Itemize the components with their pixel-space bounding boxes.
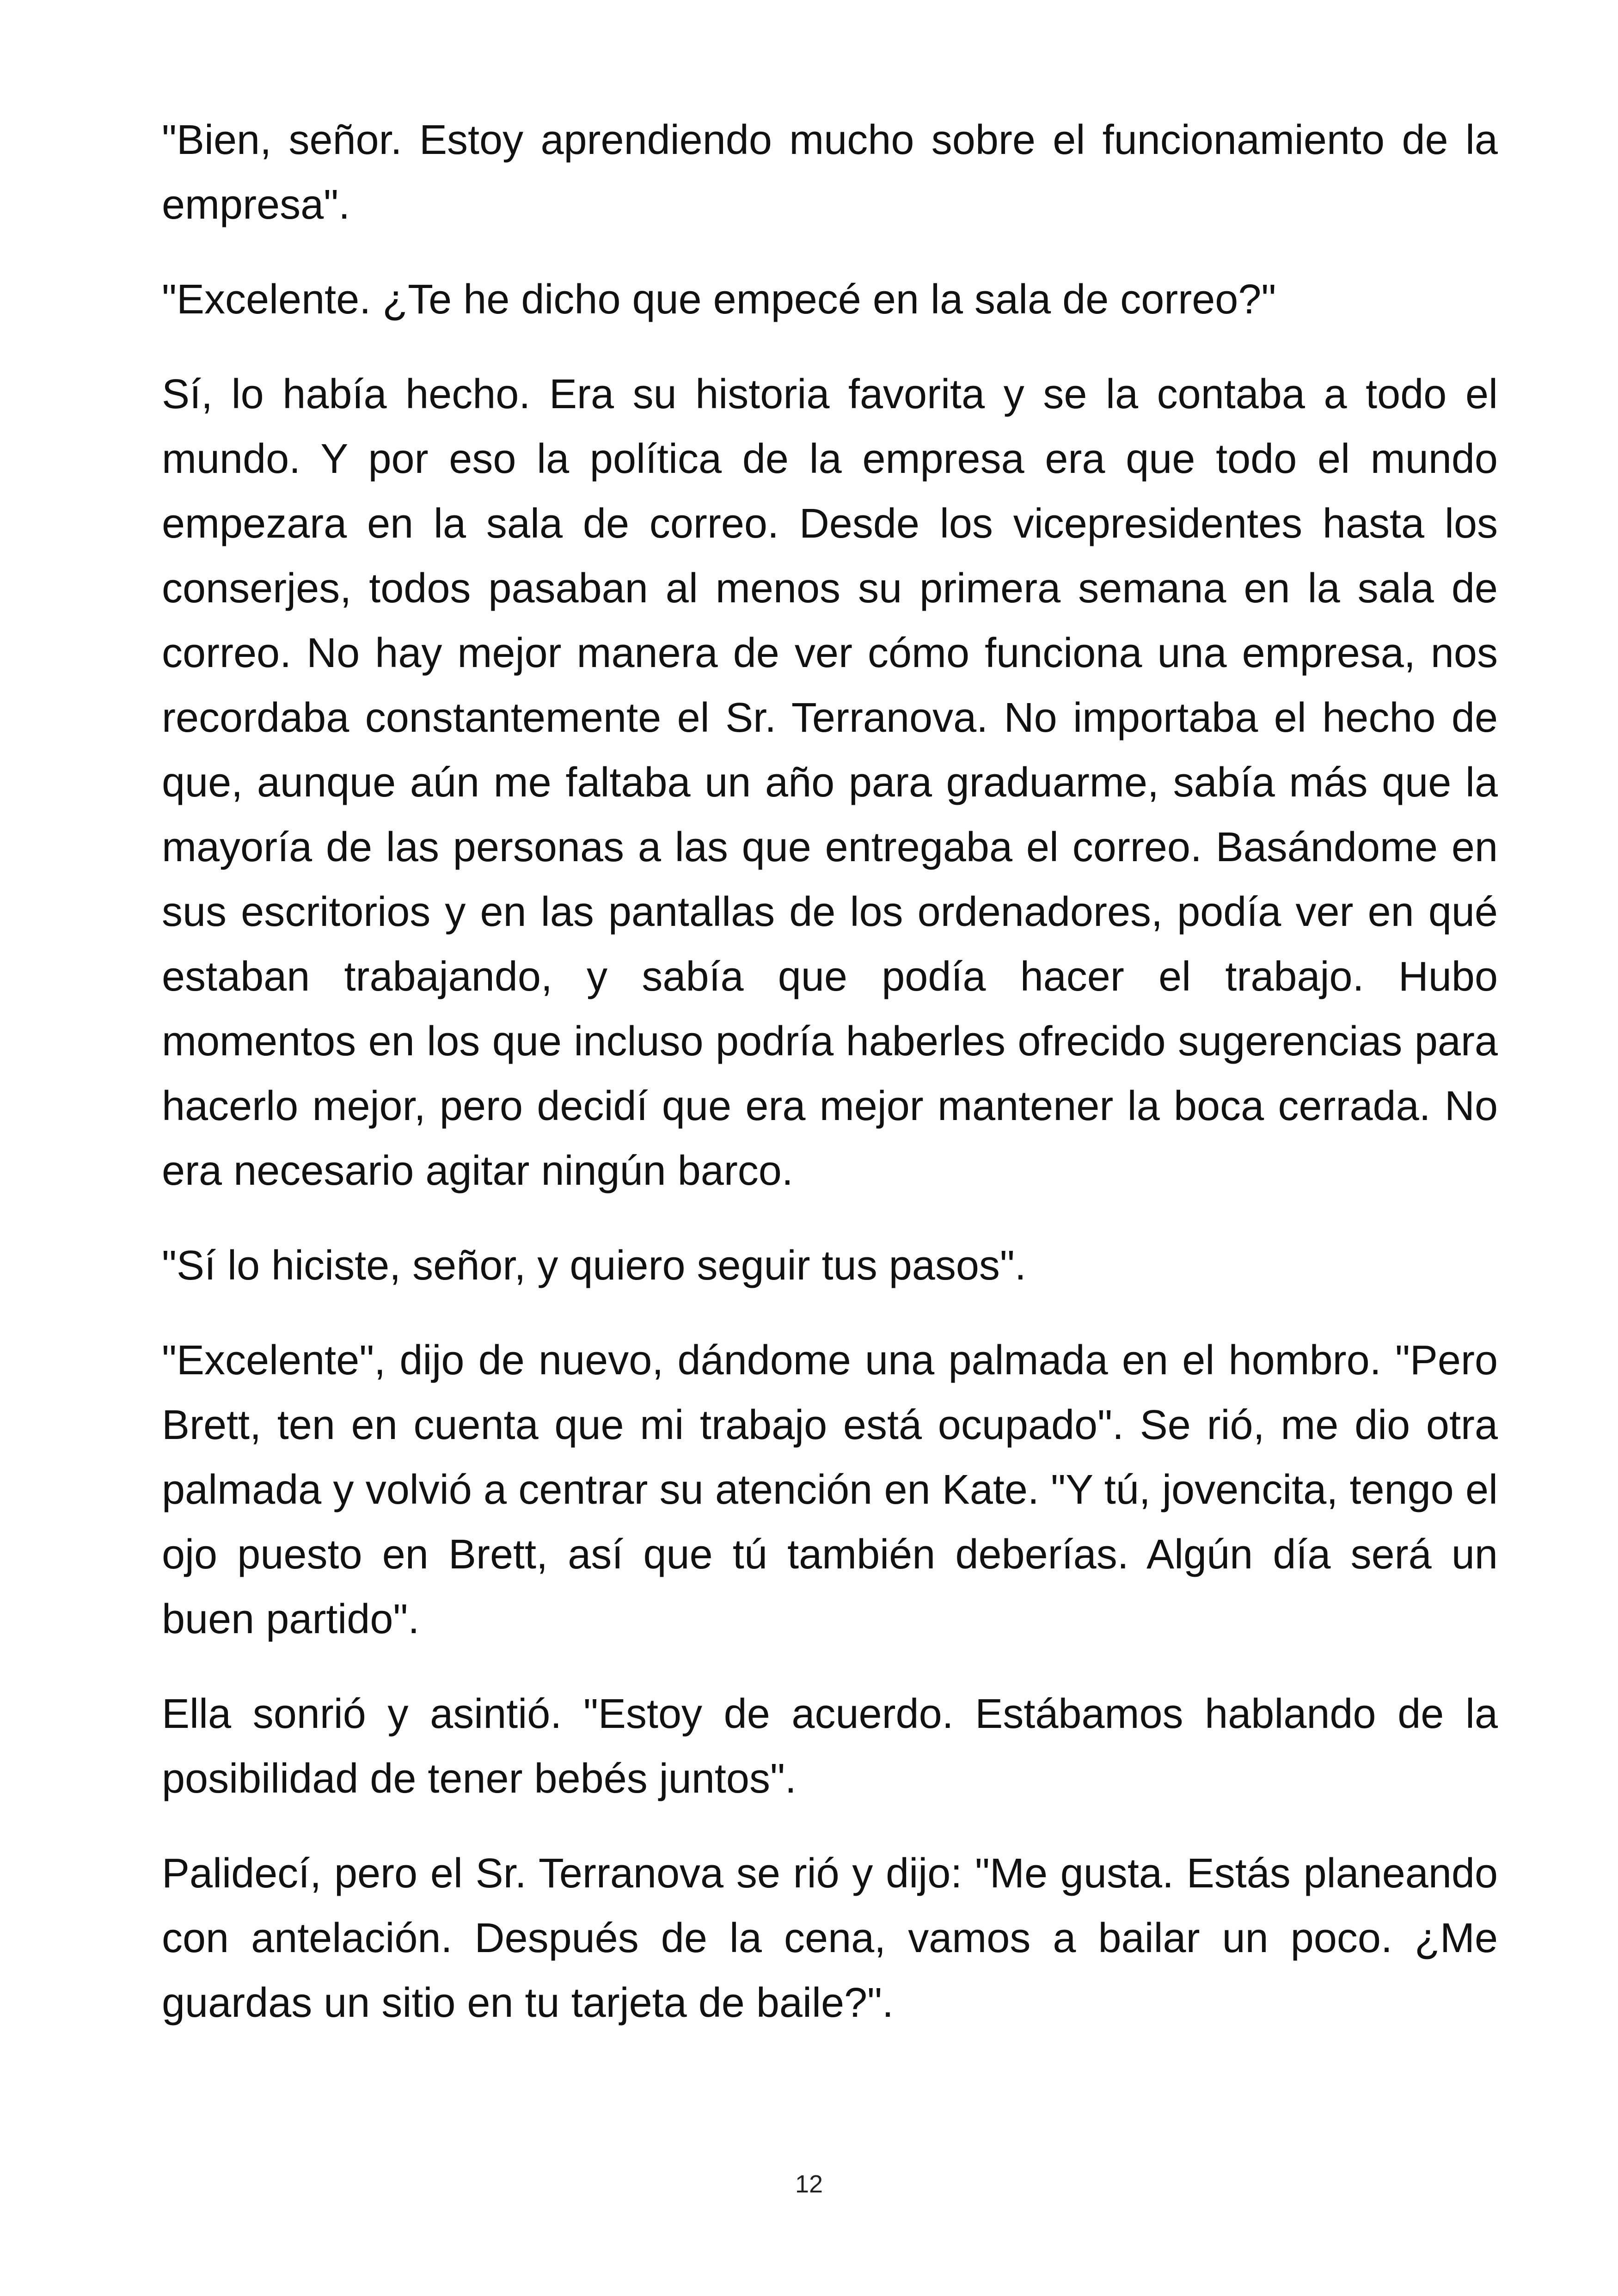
page-number: 12 (795, 2170, 823, 2198)
paragraph-2: "Excelente. ¿Te he dicho que empecé en la sala de correo?" (162, 276, 1276, 323)
text-body (162, 108, 1498, 2065)
paragraph-6: Ella sonrió y asintió. "Estoy de acuerdo. Estábamos hablando de la posibilidad de tener bebés juntos". (162, 1691, 1498, 1802)
paragraph-5: "Excelente", dijo de nuevo, dándome una palmada en el hombro. "Pero Brett, ten en cuenta que mi trabajo está ocupado". Se rió, me dio otra palmada y volvió a centrar su atención en Kate. "Y tú, jovencita, tengo el ojo puesto en Brett, así que tú también deberías. Algún día será un buen partido". (162, 1337, 1498, 1642)
paragraph-7: Palidecí, pero el Sr. Terranova se rió y dijo: "Me gusta. Estás planeando con antelación. Después de la cena, vamos a bailar un poco. ¿Me guardas un sitio en tu tarjeta de baile?". (162, 1850, 1498, 2026)
paragraph-3: Sí, lo había hecho. Era su historia favorita y se la contaba a todo el mundo. Y por eso la política de la empresa era que todo el mundo empezara en la sala de correo. Desde los vicepresidentes hasta los conserjes, todos pasaban al menos su primera semana en la sala de correo. No hay mejor manera de ver cómo funciona una empresa, nos recordaba constantemente el Sr. Terranova. No importaba el hecho de que, aunque aún me faltaba un año para graduarme, sabía más que la mayoría de las personas a las que entregaba el correo. Basándome en sus escritorios y en las pantallas de los ordenadores, podía ver en qué estaban trabajando, y sabía que podía hacer el trabajo. Hubo momentos en los que incluso podría haberles ofrecido sugerencias para hacerlo mejor, pero decidí que era mejor mantener la boca cerrada. No era necesario agitar ningún barco. (162, 371, 1498, 1194)
paragraph-4: "Sí lo hiciste, señor, y quiero seguir tus pasos". (162, 1243, 1026, 1289)
paragraph-1: "Bien, señor. Estoy aprendiendo mucho sobre el funcionamiento de la empresa". (162, 117, 1498, 228)
